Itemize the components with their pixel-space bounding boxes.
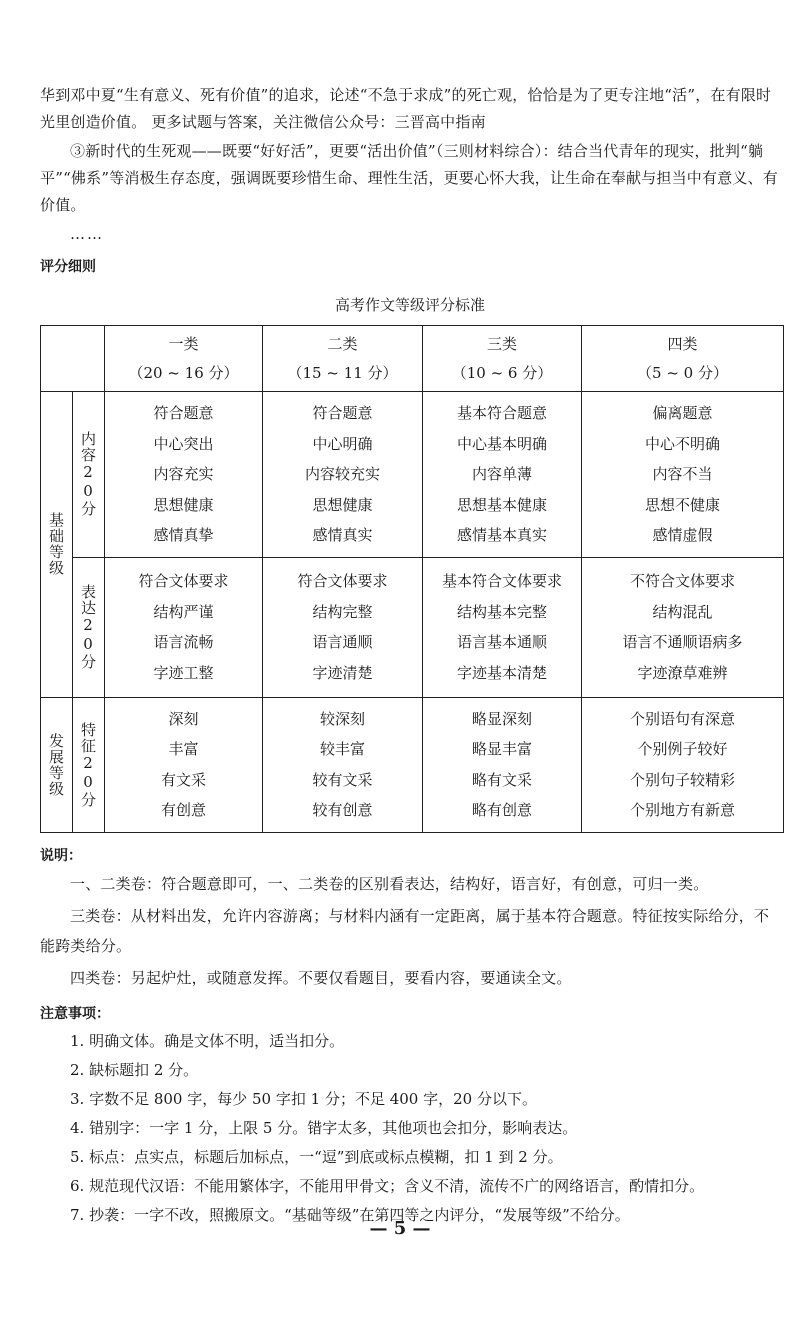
content-cell-class-4 — [582, 392, 784, 558]
features-cell-class-2 — [263, 697, 423, 832]
criterion: 个别句子较精彩 — [629, 770, 735, 789]
content-label: 内容20分 — [73, 392, 105, 558]
criterion: 中心明确 — [312, 434, 373, 453]
criterion: 结构基本完整 — [456, 602, 547, 621]
criterion: 丰富 — [168, 740, 199, 758]
note-item: 5. 标点：点实点，标题后加标点，一“逗”到底或标点模糊，扣 1 到 2 分。 — [70, 1147, 563, 1166]
content-cell-class-1 — [105, 392, 263, 558]
criterion: 语言不通顺语病多 — [622, 633, 743, 651]
criterion: 个别地方有新意 — [629, 801, 735, 819]
criterion: 略有创意 — [471, 801, 532, 819]
criterion: 结构混乱 — [652, 602, 713, 621]
point-3-paragraph: ③新时代的生死观——既要“好好活”，更要“活出价值”（三则材料综合）：结合当代青年的现实，批判“躺平”“佛系”等消极生存态度，强调既要珍惜生命、理性生活，更要心怀大我，让生命在奉献与担当中有意义、有价值。 — [40, 142, 779, 214]
note-item: 6. 规范现代汉语：不能用繁体字，不能用甲骨文；含义不清，流传不广的网络语言，酌情扣分。 — [70, 1176, 705, 1195]
expression-cell-class-2 — [263, 557, 423, 697]
criterion: 语言基本通顺 — [456, 633, 547, 651]
ellipsis: …… — [70, 225, 104, 243]
header-class-range: （15 ~ 11 分） — [287, 363, 398, 382]
criterion: 内容不当 — [652, 465, 713, 483]
criterion: 较有创意 — [312, 801, 373, 819]
expression-label: 表达20分 — [73, 557, 105, 697]
criterion: 略有文采 — [471, 770, 532, 789]
criterion: 符合文体要求 — [297, 572, 388, 590]
criterion: 个别例子较好 — [637, 740, 728, 758]
features-cell-class-4 — [582, 697, 784, 832]
criterion: 感情基本真实 — [456, 526, 547, 544]
explanation-heading: 说明： — [40, 847, 82, 864]
content-cell-class-3 — [423, 392, 582, 558]
criterion: 内容单薄 — [471, 465, 532, 483]
intro-paragraph: 华到邓中夏“生有意义、死有价值”的追求，论述“不急于求成”的死亡观，恰恰是为了更专注地“活”，在有限时光里创造价值。 更多试题与答案，关注微信公众号：三晋高中指南 — [40, 86, 772, 131]
criterion: 思想不健康 — [644, 495, 720, 514]
group-basic-label: 基础等级 — [41, 392, 73, 698]
criterion: 感情虚假 — [652, 526, 713, 544]
criterion: 语言流畅 — [153, 633, 214, 651]
content-row — [41, 392, 784, 558]
header-class-range: （5 ~ 0 分） — [637, 363, 728, 382]
criterion: 结构严谨 — [153, 602, 214, 621]
expression-cell-class-1 — [105, 557, 263, 697]
criterion: 较丰富 — [319, 740, 365, 758]
note-item: 3. 字数不足 800 字，每少 50 字扣 1 分；不足 400 字，20 分以下。 — [70, 1089, 537, 1108]
criterion: 中心不明确 — [644, 434, 720, 453]
criterion: 略显深刻 — [471, 709, 532, 728]
note-item: 2. 缺标题扣 2 分。 — [70, 1060, 199, 1079]
expression-cell-class-4 — [582, 557, 784, 697]
header-row — [41, 326, 784, 392]
criterion: 思想健康 — [153, 495, 214, 514]
features-label: 特征20分 — [73, 697, 105, 832]
page-content — [40, 82, 780, 1230]
note-item: 4. 错别字：一字 1 分，上限 5 分。错字太多，其他项也会扣分，影响表达。 — [70, 1118, 578, 1137]
criterion: 语言通顺 — [312, 633, 373, 651]
criterion: 深刻 — [168, 709, 199, 728]
criterion: 有文采 — [160, 770, 206, 789]
features-cell-class-1 — [105, 697, 263, 832]
scoring-heading: 评分细则 — [40, 259, 96, 275]
header-class-3 — [423, 326, 582, 392]
header-class-name: 二类 — [327, 334, 358, 353]
criterion: 较有文采 — [312, 770, 373, 789]
notes-heading: 注意事项： — [40, 1005, 110, 1022]
criterion: 中心基本明确 — [456, 434, 547, 453]
expression-cell-class-3 — [423, 557, 582, 697]
table-title: 高考作文等级评分标准 — [334, 296, 485, 314]
features-row — [41, 697, 784, 832]
criterion: 个别语句有深意 — [629, 709, 735, 728]
header-class-range: （10 ~ 6 分） — [451, 363, 553, 382]
header-class-range: （20 ~ 16 分） — [128, 363, 239, 382]
criterion: 符合题意 — [312, 404, 373, 422]
criterion: 内容充实 — [153, 465, 214, 483]
criterion: 不符合文体要求 — [629, 572, 735, 590]
criterion: 字迹潦草难辨 — [637, 663, 728, 682]
criterion: 感情真实 — [312, 526, 373, 544]
criterion: 内容较充实 — [304, 465, 380, 483]
header-corner — [41, 326, 105, 392]
header-class-name: 一类 — [168, 334, 199, 353]
criterion: 基本符合题意 — [456, 404, 547, 422]
criterion: 较深刻 — [319, 709, 365, 728]
header-class-name: 三类 — [486, 334, 517, 353]
criterion: 思想基本健康 — [456, 495, 547, 514]
criterion: 感情真挚 — [153, 526, 214, 544]
criterion: 有创意 — [160, 801, 206, 819]
header-class-name: 四类 — [667, 334, 698, 353]
note-item: 1. 明确文体。确是文体不明，适当扣分。 — [70, 1031, 345, 1050]
criterion: 符合题意 — [153, 404, 214, 422]
criterion: 字迹工整 — [153, 663, 214, 682]
criterion: 略显丰富 — [471, 740, 532, 758]
explanation-p1: 一、二类卷：符合题意即可，一、二类卷的区别看表达，结构好，语言好，有创意，可归一类。 — [70, 874, 709, 893]
criterion: 中心突出 — [153, 434, 214, 453]
criterion: 偏离题意 — [652, 404, 713, 422]
explanation-p2: 三类卷：从材料出发，允许内容游离；与材料内涵有一定距离，属于基本符合题意。特征按实际给分，不能跨类给分。 — [40, 906, 770, 955]
group-dev-label: 发展等级 — [41, 697, 73, 832]
criterion: 基本符合文体要求 — [441, 572, 562, 590]
note-item: 7. 抄袭：一字不改，照搬原文。“基础等级”在第四等之内评分，“发展等级”不给分。 — [70, 1205, 630, 1224]
criterion: 思想健康 — [312, 495, 373, 514]
criterion: 字迹基本清楚 — [456, 663, 547, 682]
criterion: 结构完整 — [312, 602, 373, 621]
header-class-1 — [105, 326, 263, 392]
features-cell-class-3 — [423, 697, 582, 832]
criterion: 字迹清楚 — [312, 663, 373, 682]
explanation-p3: 四类卷：另起炉灶，或随意发挥。不要仅看题目，要看内容，要通读全文。 — [70, 968, 572, 987]
content-cell-class-2 — [263, 392, 423, 558]
criterion: 符合文体要求 — [138, 572, 229, 590]
header-class-4 — [582, 326, 784, 392]
header-class-2 — [263, 326, 423, 392]
page-number: — 5 — — [369, 1218, 431, 1239]
expression-row — [41, 557, 784, 697]
grading-table — [40, 325, 784, 833]
